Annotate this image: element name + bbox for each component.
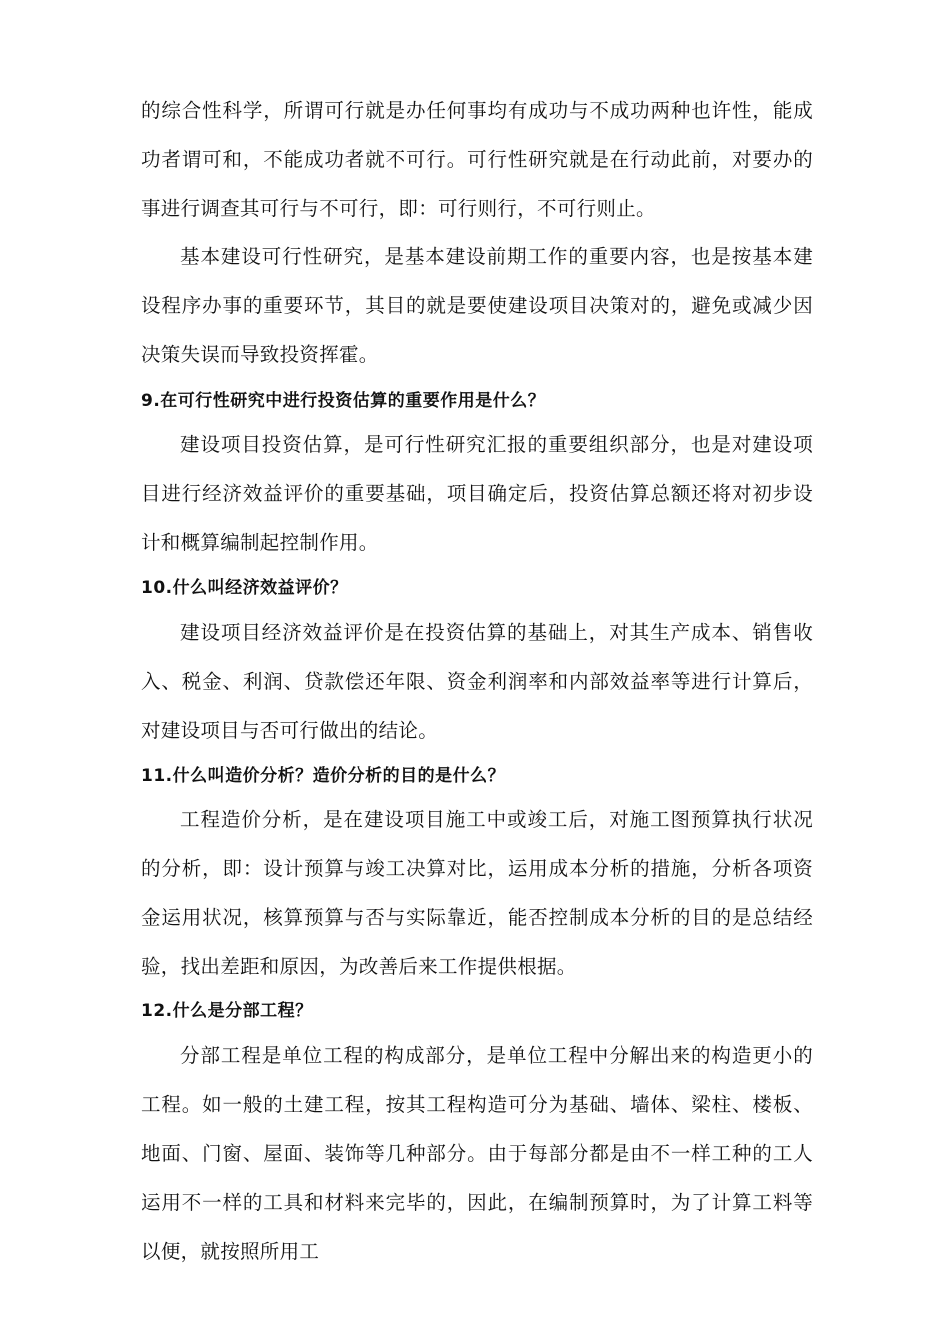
paragraph-feasibility-definition: 的综合性科学，所谓可行就是办任何事均有成功与不成功两种也许性，能成功者谓可和，不能成功者就不可行。可行性研究就是在行动此前，对要办的事进行调查其可行与不可行，即：可行则行，不可行则止。 bbox=[141, 99, 813, 220]
question-11-heading: 11.什么叫造价分析？造价分析的目的是什么？ bbox=[141, 766, 506, 786]
answer-11-paragraph: 工程造价分析，是在建设项目施工中或竣工后，对施工图预算执行状况的分析，即：设计预算与竣工决算对比，运用成本分析的措施，分析各项资金运用状况，核算预算与否与实际靠近，能否控制成本分析的目的是总结经验，找出差距和原因，为改善后来工作提供根据。 bbox=[141, 808, 813, 978]
answer-12-paragraph: 分部工程是单位工程的构成部分，是单位工程中分解出来的构造更小的工程。如一般的土建工程，按其工程构造可分为基础、墙体、梁柱、楼板、地面、门窗、屋面、装饰等几种部分。由于每部分都是由不一样工种的工人运用不一样的工具和材料来完毕的，因此，在编制预算时，为了计算工料等以便，就按照所用工 bbox=[141, 1044, 813, 1263]
paragraph-feasibility-study-purpose: 基本建设可行性研究，是基本建设前期工作的重要内容，也是按基本建设程序办事的重要环节，其目的就是要使建设项目决策对的，避免或减少因决策失误而导致投资挥霍。 bbox=[141, 245, 813, 366]
answer-10-paragraph: 建设项目经济效益评价是在投资估算的基础上，对其生产成本、销售收入、税金、利润、贷款偿还年限、资金利润率和内部效益率等进行计算后，对建设项目与否可行做出的结论。 bbox=[141, 621, 813, 742]
answer-9-paragraph: 建设项目投资估算，是可行性研究汇报的重要组织部分，也是对建设项目进行经济效益评价的重要基础，项目确定后，投资估算总额还将对初步设计和概算编制起控制作用。 bbox=[141, 433, 813, 554]
question-10-heading: 10.什么叫经济效益评价？ bbox=[141, 578, 348, 598]
question-9-heading: 9.在可行性研究中进行投资估算的重要作用是什么？ bbox=[141, 391, 546, 411]
question-12-heading: 12.什么是分部工程？ bbox=[141, 1001, 313, 1021]
